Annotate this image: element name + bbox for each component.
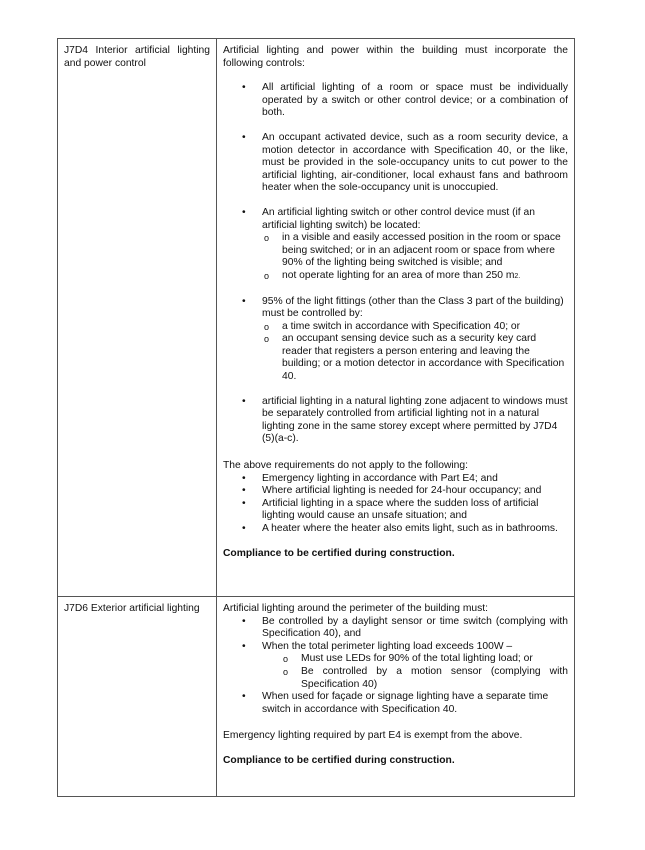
clause-label: J7D4 Interior artificial lighting and power control — [64, 45, 210, 69]
perimeter-list — [223, 616, 568, 717]
sub-list — [262, 653, 568, 691]
control-list — [223, 82, 568, 446]
compliance-note: Compliance to be certified during construction. — [223, 754, 455, 766]
list-item: • An artificial lighting switch or other control device must (if an artificial lighting switch) be located: o in a visible and easily accessed position in the room or space being switched; or in an adjacent room or space from where 90% of the lighting being switched is visible; and o not operate lighting for an area of more than 250 m2. — [223, 207, 568, 284]
list-item: • When used for façade or signage lighting have a separate time switch in accordance with Specification 40. — [223, 691, 568, 716]
clause-requirements-cell — [217, 597, 575, 797]
emergency-note: Emergency lighting required by part E4 is exempt from the above. — [223, 730, 523, 742]
clause-label: J7D6 Exterior artificial lighting — [64, 603, 200, 614]
clause-label-cell — [58, 39, 217, 597]
exemptions-list — [223, 473, 568, 536]
table-row — [58, 597, 575, 797]
clause-label-cell — [58, 597, 217, 797]
table-row — [58, 39, 575, 597]
clause-intro: Artificial lighting and power within the building must incorporate the following controls: — [223, 45, 568, 69]
sub-list — [262, 232, 568, 283]
sub-list — [262, 321, 568, 384]
exemptions-intro: The above requirements do not apply to the following: — [223, 460, 468, 472]
list-item: • Emergency lighting in accordance with Part E4; and — [223, 473, 568, 486]
list-item: • When the total perimeter lighting load exceeds 100W – o Must use LEDs for 90% of the total lighting load; or o Be controlled by a motion sensor (complying with Specification 40) — [223, 641, 568, 691]
compliance-note: Compliance to be certified during construction. — [223, 547, 455, 559]
sub-list-item: o in a visible and easily accessed position in the room or space being switched; or in an adjacent room or space from where 90% of the lighting being switched is visible; and — [262, 232, 568, 270]
clause-requirements-cell — [217, 39, 575, 597]
list-item: • All artificial lighting of a room or space must be individually operated by a switch or other control device; or a combination of both. — [223, 82, 568, 120]
sub-list-item: o Be controlled by a motion sensor (complying with Specification 40) — [262, 666, 568, 691]
sub-list-item: o an occupant sensing device such as a security key card reader that registers a person entering and leaving the building; or a motion detector in accordance with Specification 40. — [262, 333, 568, 383]
list-item: • Where artificial lighting is needed for 24-hour occupancy; and — [223, 485, 568, 498]
clause-intro: Artificial lighting around the perimeter of the building must: — [223, 603, 488, 614]
sub-list-item: o Must use LEDs for 90% of the total lighting load; or — [262, 653, 568, 666]
list-item: • Artificial lighting in a space where the sudden loss of artificial lighting would cause an unsafe situation; and — [223, 498, 568, 523]
list-item: • An occupant activated device, such as a room security device, a motion detector in accordance with Specification 40, or the like, must be provided in the sole-occupancy units to cut power to the artificial lighting, air-conditioner, local exhaust fans and bathroom heater when the sole-occupancy unit is unoccupied. — [223, 132, 568, 195]
list-item: • A heater where the heater also emits light, such as in bathrooms. — [223, 523, 568, 536]
list-item: • artificial lighting in a natural lighting zone adjacent to windows must be separately controlled from artificial lighting not in a natural lighting zone in the same storey except where permitted by J7D4 (5)(a-c). — [223, 396, 568, 446]
requirements-table — [57, 38, 575, 797]
list-item: • 95% of the light fittings (other than the Class 3 part of the building) must be controlled by: o a time switch in accordance with Specification 40; or o an occupant sensing device such as a security key card reader that registers a person entering and leaving the building; or a motion detector in accordance with Specification 40. — [223, 296, 568, 384]
unit-superscript: 2. — [514, 272, 521, 280]
sub-list-item: o not operate lighting for an area of more than 250 m2. — [262, 270, 568, 284]
list-item: • Be controlled by a daylight sensor or time switch (complying with Specification 40), and — [223, 616, 568, 641]
sub-list-item: o a time switch in accordance with Specification 40; or — [262, 321, 568, 334]
